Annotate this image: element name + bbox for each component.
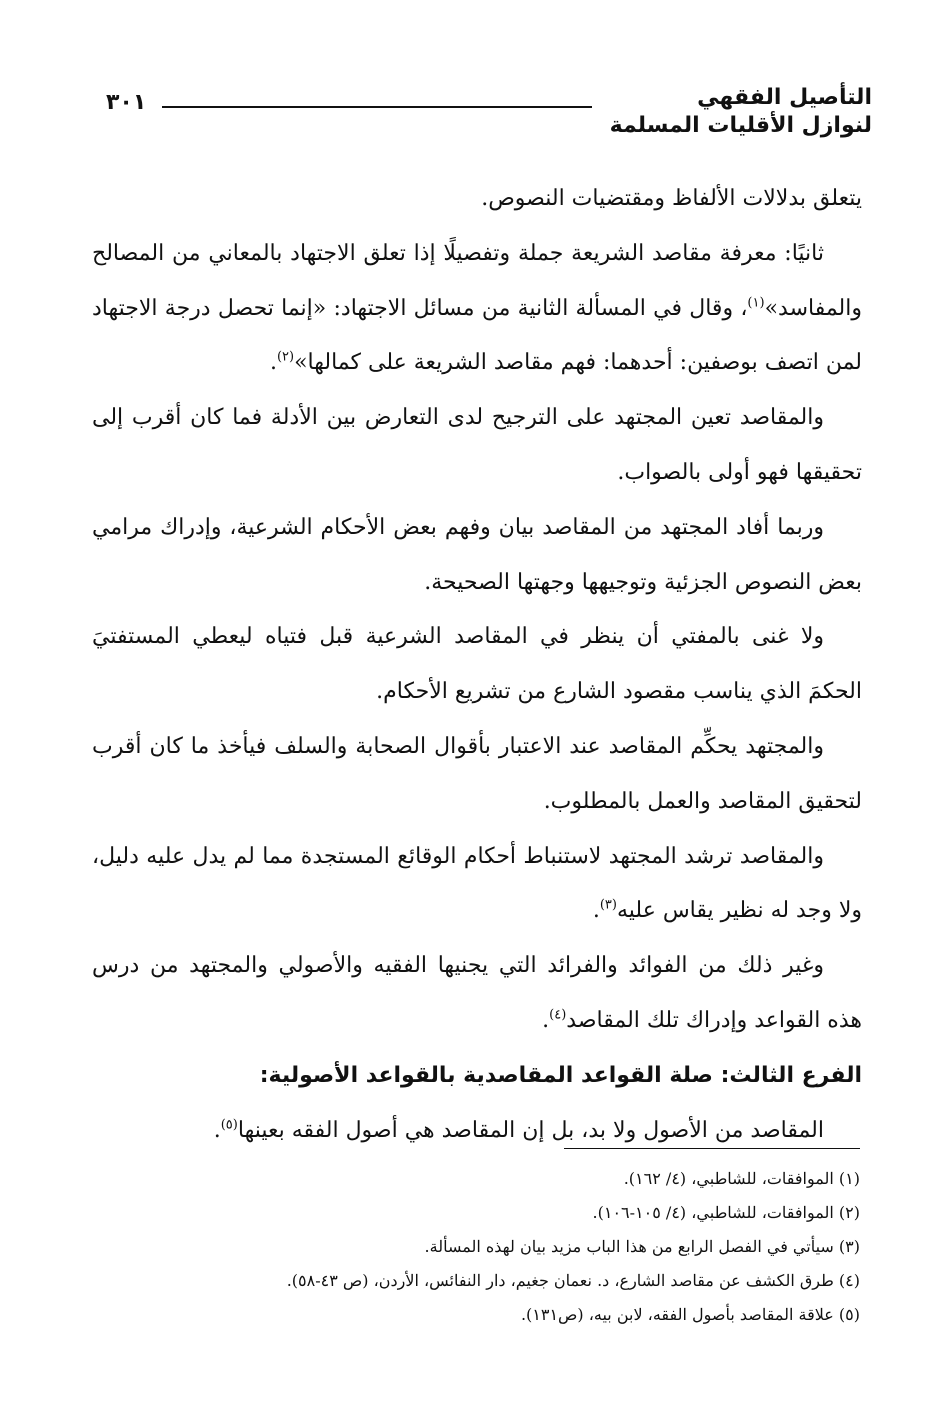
footnote-ref[interactable]: (٢) xyxy=(276,350,295,366)
header-rule xyxy=(162,106,592,108)
paragraph: ثانيًا: معرفة مقاصد الشريعة جملة وتفصيلًا إذا تعلق الاجتهاد بالمعاني من المصالح والمفاسد»$^{(١)}$، وقال في المسألة الثانية من مسائل الاجتهاد: «إنما تحصل درجة الاجتهاد لمن اتصف بوصفين: أحدهما: فهم مقاصد الشريعة على كمالها»$^{(٢)}$. xyxy=(92,240,862,376)
footnote-ref[interactable]: (٥) xyxy=(220,1117,238,1133)
footnote-ref[interactable]: (٤) xyxy=(549,1007,567,1023)
section-heading: الفرع الثالث: صلة القواعد المقاصدية بالقواعد الأصولية: xyxy=(259,1062,862,1088)
header-title-line2: لنوازل الأقليات المسلمة xyxy=(609,113,872,138)
footnote-ref[interactable]: (١) xyxy=(747,295,765,311)
running-header xyxy=(106,84,872,148)
footnote-ref[interactable]: (٣) xyxy=(599,898,617,914)
main-text xyxy=(92,172,862,1158)
paragraph: يتعلق بدلالات الألفاظ ومقتضيات النصوص. xyxy=(481,186,862,211)
paragraph: وربما أفاد المجتهد من المقاصد بيان وفهم بعض الأحكام الشرعية، وإدراك مرامي بعض النصوص الجزئية وتوجيهها وجهتها الصحيحة. xyxy=(92,514,862,595)
header-title-line1: التأصيل الفقهي xyxy=(697,85,872,110)
footnote: (٣) سيأتي في الفصل الرابع من هذا الباب مزيد بيان لهذه المسألة. xyxy=(424,1237,860,1256)
paragraph: والمقاصد تعين المجتهد على الترجيح لدى التعارض بين الأدلة فما كان أقرب إلى تحقيقها فهو أولى بالصواب. xyxy=(92,405,862,485)
footnotes xyxy=(80,1162,860,1332)
page-number: ٣٠١ xyxy=(106,90,147,115)
footnote: (٥) علاقة المقاصد بأصول الفقه، لابن بيه، (ص١٣١). xyxy=(520,1305,860,1324)
footnote-separator xyxy=(564,1148,860,1149)
footnote: (٢) الموافقات، للشاطبي، (٤/ ١٠٥-١٠٦). xyxy=(592,1203,860,1222)
paragraph: ولا غنى بالمفتي أن ينظر في المقاصد الشرعية قبل فتياه ليعطي المستفتيَ الحكمَ الذي يناسب مقصود الشارع من تشريع الأحكام. xyxy=(92,624,862,705)
paragraph: والمجتهد يحكِّم المقاصد عند الاعتبار بأقوال الصحابة والسلف فيأخذ ما كان أقرب لتحقيق المقاصد والعمل بالمطلوب. xyxy=(92,733,862,814)
header-title xyxy=(610,84,872,140)
paragraph: المقاصد من الأصول ولا بد، بل إن المقاصد هي أصول الفقه بعينها$^{(٥)}$. xyxy=(213,1117,824,1143)
paragraph: والمقاصد ترشد المجتهد لاستنباط أحكام الوقائع المستجدة مما لم يدل عليه دليل، ولا وجد له نظير يقاس عليه$^{(٣)}$. xyxy=(92,843,862,924)
footnote: (١) الموافقات، للشاطبي، (٤/ ١٦٢). xyxy=(623,1169,860,1188)
footnote: (٤) طرق الكشف عن مقاصد الشارع، د. نعمان جغيم، دار النفائس، الأردن، (ص ٤٣-٥٨). xyxy=(286,1271,860,1290)
paragraph: وغير ذلك من الفوائد والفرائد التي يجنيها الفقيه والأصولي والمجتهد من درس هذه القواعد وإدراك تلك المقاصد$^{(٤)}$. xyxy=(92,953,862,1033)
